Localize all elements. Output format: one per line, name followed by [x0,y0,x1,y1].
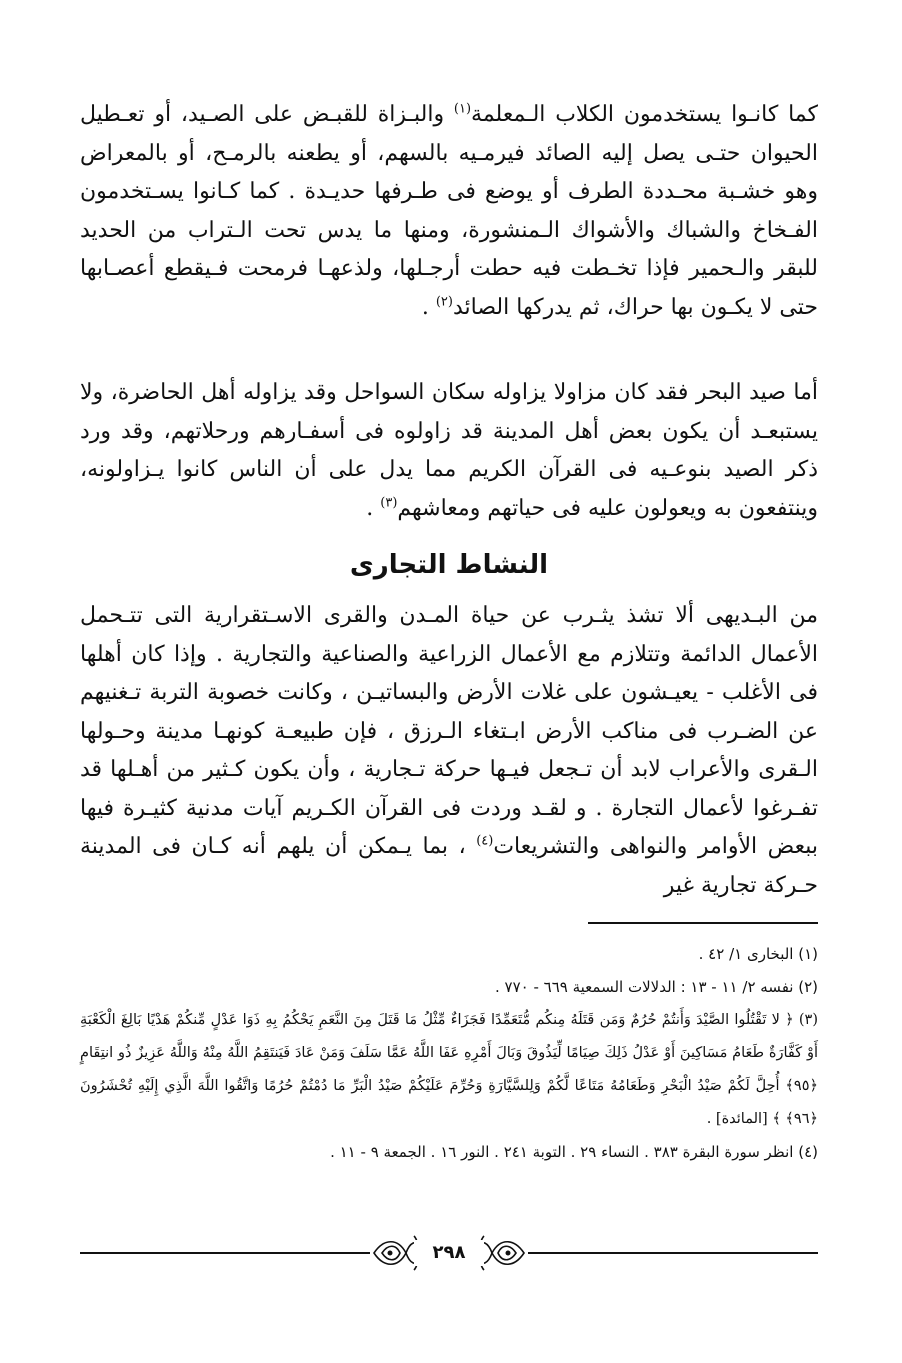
paragraph-text [80,374,818,528]
footnote-ref-2[interactable]: (٢) [435,294,453,310]
footer-rule-right [528,1252,818,1254]
footer-rule-left [80,1252,370,1254]
footnote-2: (٢) نفسه ٢/ ١١ - ١٣ : الدلالات السمعية ٦٦٩ - ٧٧٠ . [494,978,818,996]
paragraph-hunting-tools [80,96,818,366]
page-number: ٢٩٨ [414,1240,484,1266]
page-body [80,96,818,898]
text-segment: والبـزاة للقبـض على الصـيد، أو تعـطيل الحيوان حتـى يصل إليه الصائد فيرمـيه بالسهم، أو يطعنه بالرمـح، أو بالمعراض وهو خشـبة محـددة الطرف أو يوضع فى طـرفها حديـدة . كما كـانوا يسـتخدمون الفـخاخ والشباك والأشواك الـمنشورة، ومنها ما يدس تحت الـتراب من الحديد للبقر والـحمير فإذا تخـطت فيه حطت أرجـلها، ولذعهـا فرمحت فـيقطع أعصـابها حتى لا يكـون بها حراك، ثم يدركها الصائد [80,102,818,320]
text-segment: كما كانـوا يستخدمون الكلاب الـمعلمة [471,102,818,127]
paragraph-trade [80,597,818,898]
footnote-4: (٤) انظر سورة البقرة ٣٨٣ . النساء ٢٩ . التوبة ٢٤١ . النور ١٦ . الجمعة ٩ - ١١ . [330,1143,818,1161]
paragraph-text [80,597,818,905]
section-heading: النشاط التجارى [349,550,549,580]
footnote-ref-3[interactable]: (٣) [380,495,398,511]
footnote-divider [588,922,818,924]
footnotes-block [80,938,818,1169]
paragraph-text [80,96,818,327]
paragraph-sea-hunting [80,374,818,529]
footnote-ref-4[interactable]: (٤) [476,833,494,849]
text-segment: . [366,495,381,521]
text-segment: . [421,294,436,320]
footnote-ref-1[interactable]: (١) [453,101,472,117]
text-segment: أما صيد البحر فقد كان مزاولا يزاوله سكان السواحل وقد يزاوله أهل الحاضرة، ولا يستبعـد أن يكون بعض أهل المدينة قد زاولوه فى أسفـارهم ورحلاتهم، وقد ورد ذكر الصيد بنوعـيه فى القرآن الكريم مما يدل على أن الناس كانوا يـزاولونه، وينتفعون به ويعولون عليه فى حياتهم ومعاشهم [80,380,818,521]
text-segment: من البـديهى ألا تشذ يثـرب عن حياة المـدن والقرى الاسـتقرارية التى تتـحمل الأعمال الدائمة وتتلازم مع الأعمال الزراعية والصناعية والتجارية . وإذا كان أهلها فى الأغلب - يعيـشون على غلات الأرض والبساتيـن ، وكانت خصوبة التربة تـغنيهم عن الضـرب فى مناكب الأرض ابـتغاء الـرزق ، فإن طبيعـة كونهـا مدينة وحـولها الـقرى والأعراب لابد أن تـجعل فيـها حركة تـجارية ، وأن يكون كـثير من أهـلها قد تفـرغوا لأعمال التجارة . و لقـد وردت فى القرآن الكـريم آيات مدنية كثيـرة فيها ببعض الأوامر والنواهى والتشريعات [80,603,818,859]
footnote-3: (٣) ﴿ لا تَقْتُلُوا الصَّيْدَ وَأَنتُمْ حُرُمٌ وَمَن قَتَلَهُ مِنكُم مُّتَعَمِّدًا فَجَزَاءٌ مِّثْلُ مَا قَتَلَ مِنَ النَّعَمِ يَحْكُمُ بِهِ ذَوَا عَدْلٍ مِّنكُمْ هَدْيًا بَالِغَ الْكَعْبَةِ أَوْ كَفَّارَةٌ طَعَامُ مَسَاكِينَ أَوْ عَدْلُ ذَلِكَ صِيَامًا لِّيَذُوقَ وَبَالَ أَمْرِهِ عَفَا اللَّهُ عَمَّا سَلَفَ وَمَنْ عَادَ فَيَنتَقِمُ اللَّهُ مِنْهُ وَاللَّهُ عَزِيزٌ ذُو انتِقَامٍ ﴿٩٥﴾ أُحِلَّ لَكُمْ صَيْدُ الْبَحْرِ وَطَعَامُهُ مَتَاعًا لَّكُمْ وَلِلسَّيَّارَةِ وَحُرِّمَ عَلَيْكُمْ صَيْدُ الْبَرِّ مَا دُمْتُمْ حُرُمًا وَاتَّقُوا اللَّهَ الَّذِي إِلَيْهِ تُحْشَرُونَ ﴿٩٦﴾ ﴾ [المائدة] . [80,1012,818,1127]
page-footer [80,1232,818,1282]
footnote-1: (١) البخارى ١/ ٤٢ . [698,945,818,963]
text-segment: ، بما يـمكن أن يلهم أنه كـان فى المدينة حـركة تجارية غير [80,834,818,898]
